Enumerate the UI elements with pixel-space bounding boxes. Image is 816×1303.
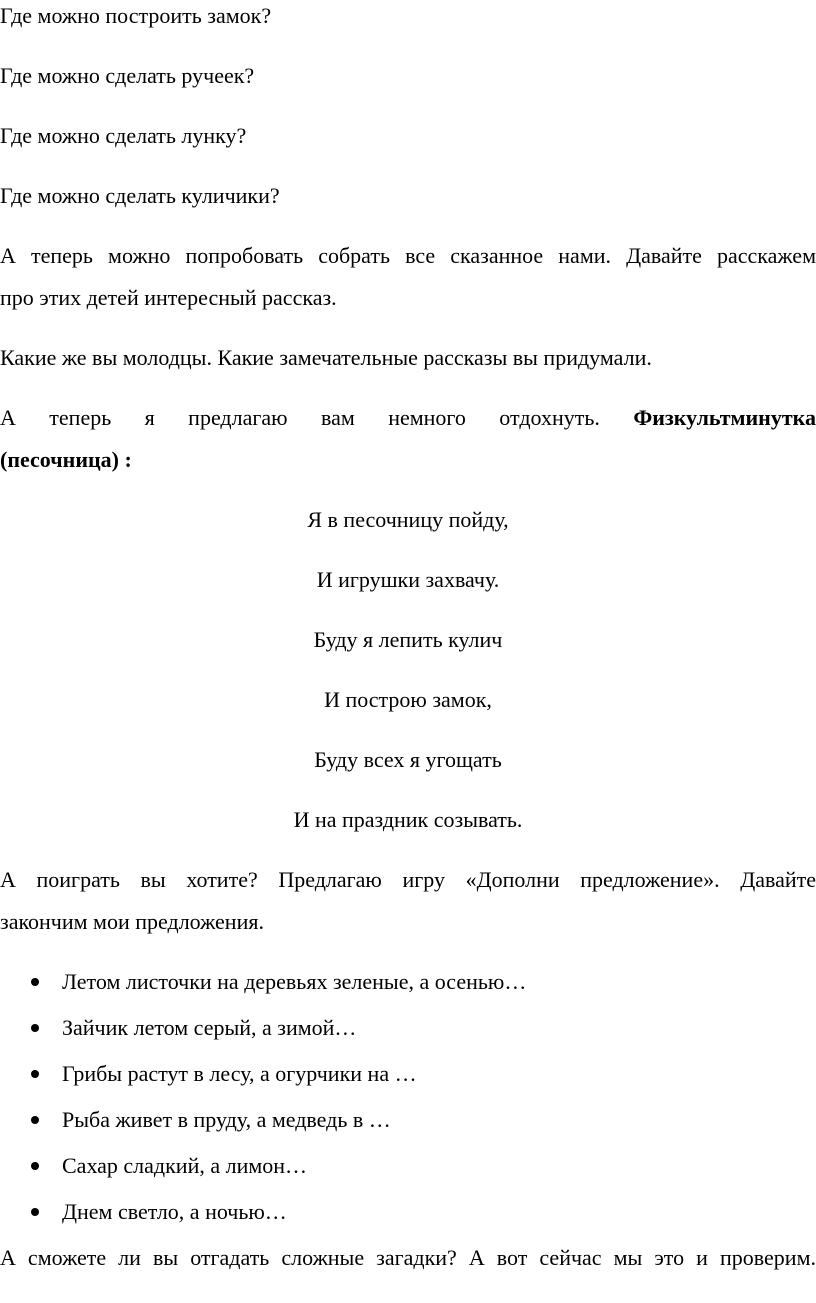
list-item-text: Грибы растут в лесу, а огурчики на …: [62, 1061, 417, 1086]
question-hole: Где можно сделать лунку?: [0, 123, 247, 148]
list-item-text: Зайчик летом серый, а зимой…: [62, 1015, 357, 1040]
bullet-icon: [31, 1024, 39, 1032]
paragraph-praise: Какие же вы молодцы. Какие замечательные рассказы вы придумали.: [0, 345, 652, 370]
list-item-text: Рыба живет в пруду, а медведь в …: [62, 1107, 391, 1132]
poem-line-3: Буду я лепить кулич: [313, 627, 503, 652]
poem-line-1: Я в песочницу пойду,: [307, 507, 509, 532]
paragraph-story-line-1: А теперь можно попробовать собрать все сказанное нами. Давайте расскажем: [0, 243, 816, 268]
poem-line-6: И на праздник созывать.: [293, 807, 523, 832]
bullet-icon: [31, 1162, 39, 1170]
question-sandcakes: Где можно сделать куличики?: [0, 183, 280, 208]
paragraph-game-line-2: закончим мои предложения.: [0, 909, 264, 934]
question-stream: Где можно сделать ручеек?: [0, 63, 255, 88]
bullet-icon: [31, 1208, 39, 1216]
paragraph-game-line-1: А поиграть вы хотите? Предлагаю игру «Дополни предложение». Давайте: [0, 867, 816, 892]
paragraph-story-line-2: про этих детей интересный рассказ.: [0, 285, 337, 310]
poem-line-4: И построю замок,: [324, 687, 492, 712]
poem-line-5: Буду всех я угощать: [314, 747, 502, 772]
rest-text: А теперь я предлагаю вам немного отдохнуть.: [0, 405, 600, 430]
list-item-text: Летом листочки на деревьях зеленые, а осенью…: [62, 969, 527, 994]
paragraph-rest-line-1: [0, 405, 816, 431]
bullet-icon: [31, 978, 39, 986]
list-item-text: Сахар сладкий, а лимон…: [62, 1153, 308, 1178]
bullet-icon: [31, 1070, 39, 1078]
paragraph-rest-line-2: (песочница) :: [0, 447, 132, 472]
poem-line-2: И игрушки захвачу.: [316, 567, 500, 592]
question-castle: Где можно построить замок?: [0, 3, 272, 28]
rest-title-bold: Физкультминутка: [633, 405, 816, 430]
list-item-text: Днем светло, а ночью…: [62, 1199, 287, 1224]
paragraph-riddles: А сможете ли вы отгадать сложные загадки? А вот сейчас мы это и проверим.: [0, 1245, 816, 1270]
bullet-icon: [31, 1116, 39, 1124]
